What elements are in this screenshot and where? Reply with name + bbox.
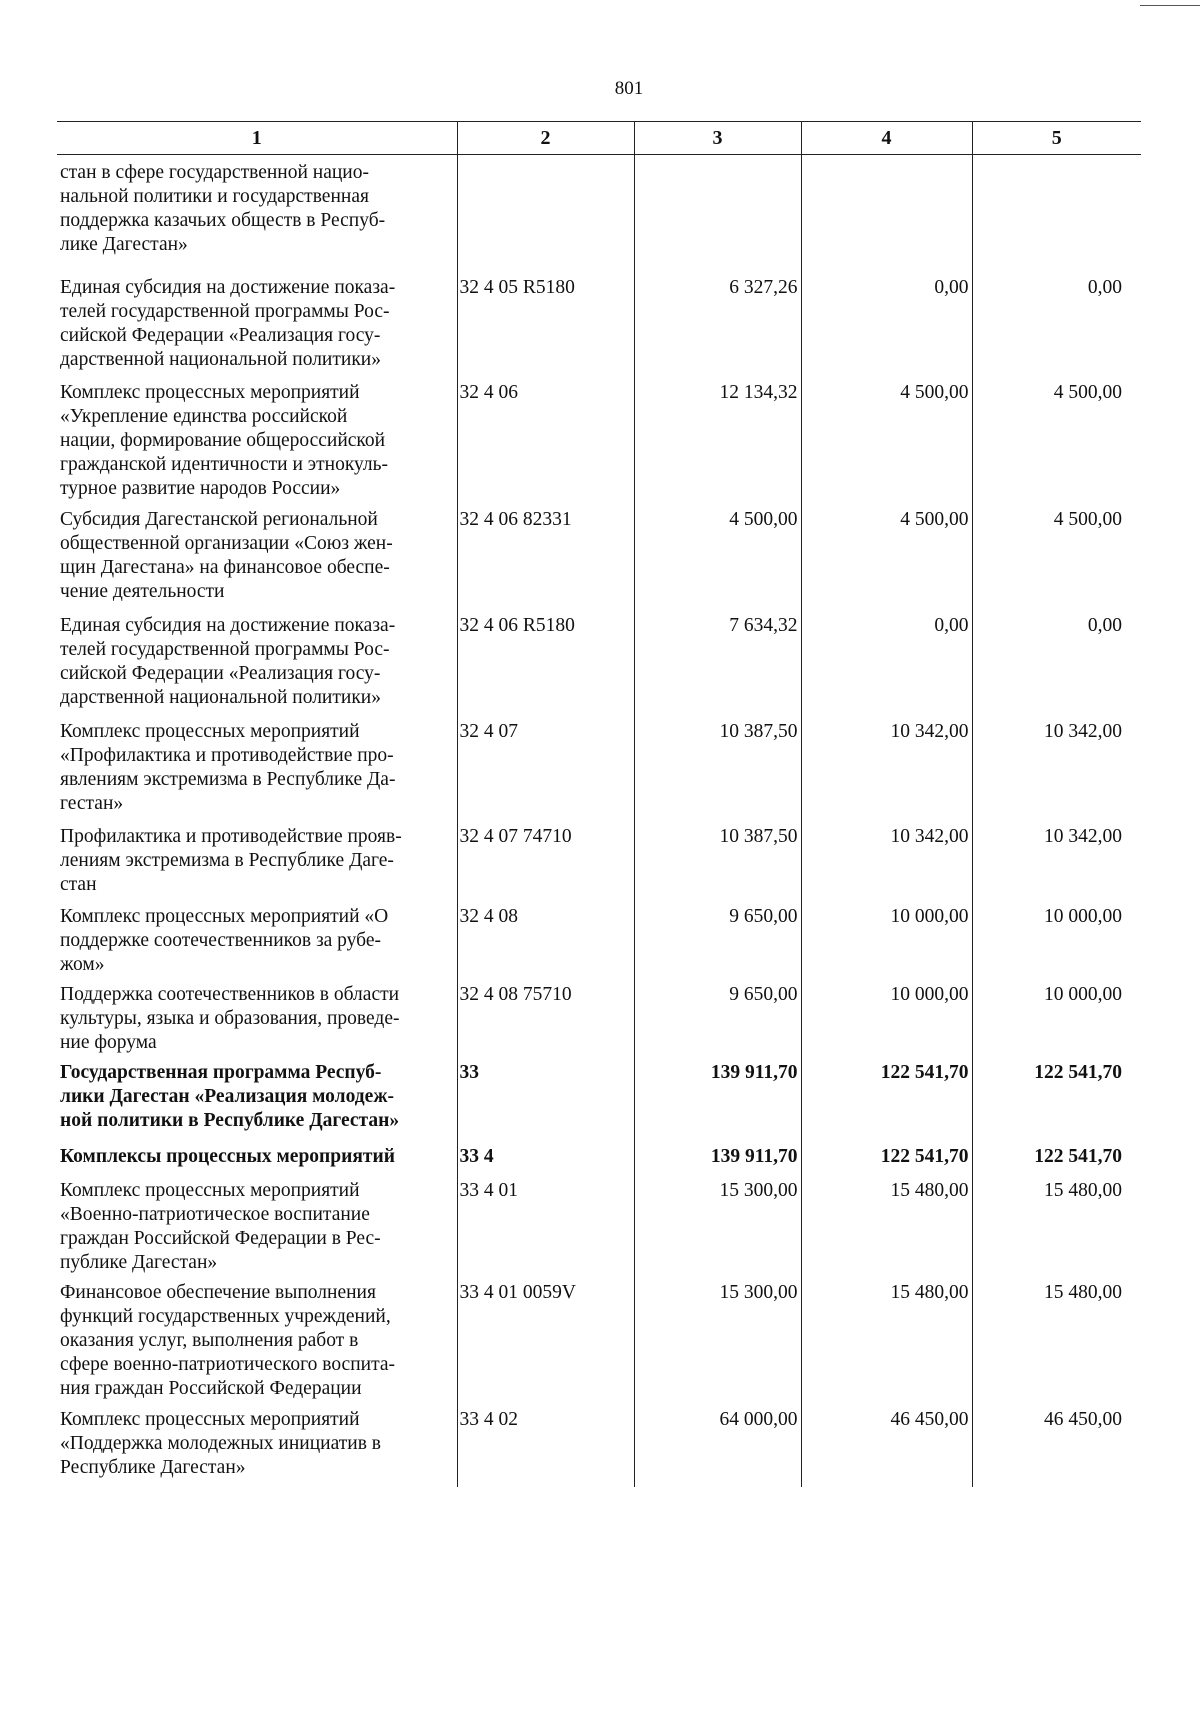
scan-edge-line [1140,5,1200,6]
row-value-col3: 10 387,50 [634,819,801,899]
budget-table [57,121,1141,1487]
table-row [57,502,1141,608]
column-header: 3 [634,122,801,155]
row-value-col4: 46 450,00 [801,1402,972,1487]
row-value-col4: 122 541,70 [801,1139,972,1173]
table-row [57,608,1141,714]
row-value-col5: 122 541,70 [972,1055,1141,1139]
column-header: 1 [57,122,457,155]
row-value-col5: 15 480,00 [972,1173,1141,1275]
row-code-cell: 32 4 06 82331 [457,502,634,608]
table-row [57,977,1141,1055]
table-row [57,899,1141,977]
row-value-col3: 9 650,00 [634,899,801,977]
row-value-col5: 0,00 [972,270,1141,375]
row-value-col4 [801,155,972,270]
row-name-cell: Единая субсидия на достижение показа- телей государственной программы Рос- сийской Федерации «Реализация госу- дарственной национальной политики» [60,614,396,708]
row-name-cell: Поддержка соотечественников в области культуры, языка и образования, проведе- ние форума [60,983,400,1053]
row-value-col5: 10 000,00 [972,977,1141,1055]
row-name-cell: Единая субсидия на достижение показа- телей государственной программы Рос- сийской Федерации «Реализация госу- дарственной национальной политики» [60,276,396,370]
page-number: 801 [614,78,644,99]
table-row [57,714,1141,819]
row-code-cell: 33 4 02 [457,1402,634,1487]
row-value-col4: 10 000,00 [801,977,972,1055]
row-code-cell: 32 4 07 74710 [457,819,634,899]
row-value-col3: 15 300,00 [634,1173,801,1275]
row-value-col3: 12 134,32 [634,375,801,502]
row-name-cell: Финансовое обеспечение выполнения функций государственных учреждений, оказания услуг, выполнения работ в сфере военно-патриотического воспита- ния граждан Российской Федерации [60,1281,395,1399]
header-row [57,122,1141,155]
row-value-col3: 139 911,70 [634,1139,801,1173]
row-value-col4: 10 342,00 [801,714,972,819]
row-code-cell: 32 4 08 75710 [457,977,634,1055]
row-value-col4: 10 000,00 [801,899,972,977]
table-row [57,1173,1141,1275]
row-value-col3: 4 500,00 [634,502,801,608]
row-value-col4: 4 500,00 [801,375,972,502]
row-value-col4: 122 541,70 [801,1055,972,1139]
table-body [57,155,1141,1487]
row-name-cell: Государственная программа Респуб- лики Дагестан «Реализация молодеж- ной политики в Республике Дагестан» [60,1061,400,1131]
column-header: 2 [457,122,634,155]
row-code-cell: 32 4 08 [457,899,634,977]
row-value-col4: 15 480,00 [801,1173,972,1275]
row-value-col3 [634,155,801,270]
row-value-col5: 4 500,00 [972,502,1141,608]
row-value-col4: 15 480,00 [801,1275,972,1402]
row-value-col5: 122 541,70 [972,1139,1141,1173]
row-value-col5 [972,155,1141,270]
row-name-cell: стан в сфере государственной нацио- нальной политики и государственная поддержка казачьих обществ в Респуб- лике Дагестан» [60,162,386,255]
row-value-col4: 0,00 [801,270,972,375]
row-value-col4: 4 500,00 [801,502,972,608]
table-row [57,375,1141,502]
row-code-cell: 33 4 [457,1139,634,1173]
row-value-col5: 0,00 [972,608,1141,714]
row-name-cell: Комплекс процессных мероприятий «Профилактика и противодействие про- явлениям экстремизма в Республике Да- гестан» [60,720,396,814]
row-name-cell: Комплекс процессных мероприятий «О поддержке соотечественников за рубе- жом» [60,905,389,975]
row-code-cell: 32 4 07 [457,714,634,819]
table-row [57,1402,1141,1487]
row-value-col3: 6 327,26 [634,270,801,375]
table-row [57,1055,1141,1139]
column-header: 4 [801,122,972,155]
row-name-cell: Комплекс процессных мероприятий «Поддержка молодежных инициатив в Республике Дагестан» [60,1408,381,1478]
row-name-cell: Комплексы процессных мероприятий [60,1145,395,1167]
row-name-cell: Комплекс процессных мероприятий «Укрепление единства российской нации, формирование общероссийской гражданской идентичности и этнокуль- турное развитие народов России» [60,381,389,499]
row-name-cell: Профилактика и противодействие прояв- лениям экстремизма в Республике Даге- стан [60,825,402,895]
row-value-col3: 64 000,00 [634,1402,801,1487]
row-value-col3: 15 300,00 [634,1275,801,1402]
row-value-col5: 4 500,00 [972,375,1141,502]
row-value-col5: 46 450,00 [972,1402,1141,1487]
row-name-cell: Комплекс процессных мероприятий «Военно-патриотическое воспитание граждан Российской Федерации в Рес- публике Дагестан» [60,1179,381,1273]
row-code-cell [457,155,634,270]
row-code-cell: 32 4 06 R5180 [457,608,634,714]
row-code-cell: 32 4 06 [457,375,634,502]
row-value-col3: 139 911,70 [634,1055,801,1139]
row-value-col5: 10 342,00 [972,819,1141,899]
row-value-col4: 0,00 [801,608,972,714]
column-header: 5 [972,122,1141,155]
row-value-col3: 10 387,50 [634,714,801,819]
table-row [57,1275,1141,1402]
row-value-col5: 10 342,00 [972,714,1141,819]
row-value-col4: 10 342,00 [801,819,972,899]
row-code-cell: 33 4 01 0059V [457,1275,634,1402]
row-value-col3: 9 650,00 [634,977,801,1055]
row-value-col5: 10 000,00 [972,899,1141,977]
table-row [57,1139,1141,1173]
row-code-cell: 33 [457,1055,634,1139]
row-name-cell: Субсидия Дагестанской региональной общественной организации «Союз жен- щин Дагестана» на финансовое обеспе- чение деятельности [60,508,393,602]
table-row [57,270,1141,375]
table-row [57,819,1141,899]
row-value-col5: 15 480,00 [972,1275,1141,1402]
row-code-cell: 32 4 05 R5180 [457,270,634,375]
table-row [57,155,1141,270]
row-code-cell: 33 4 01 [457,1173,634,1275]
row-value-col3: 7 634,32 [634,608,801,714]
